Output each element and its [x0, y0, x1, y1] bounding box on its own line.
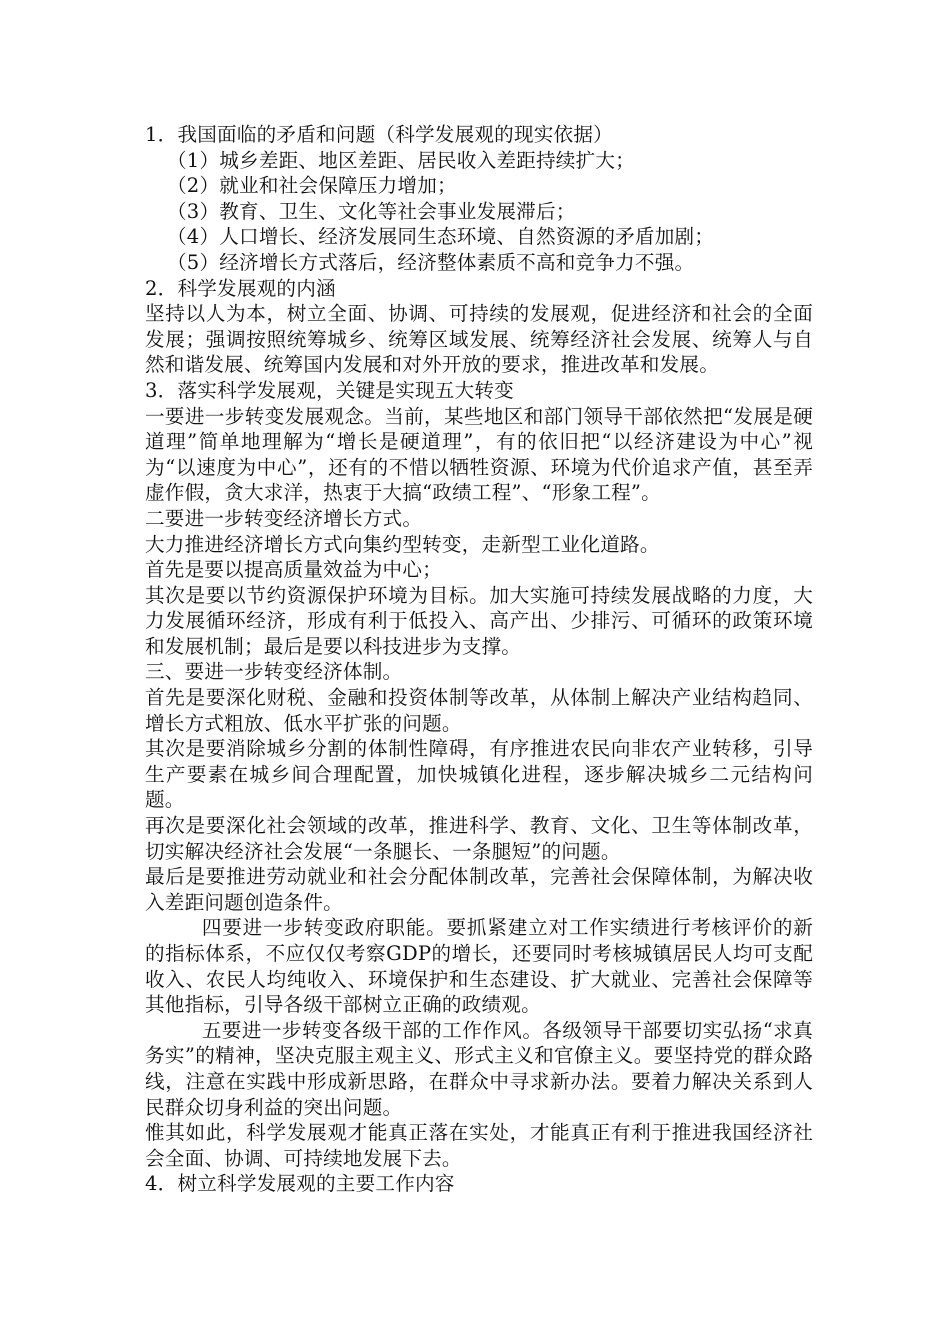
- section-3-paragraph-1: 一要进一步转变发展观念。当前，某些地区和部门领导干部依然把“发展是硬道理”简单地理解为“增长是硬道理”，有的依旧把“以经济建设为中心”视为“以速度为中心”，还有的不惜以牺牲资源、环境为代价追求产值，甚至弄虚作假，贪大求洋，热衷于大搞“政绩工程”、“形象工程”。: [145, 404, 813, 505]
- section-3-paragraph-7: 首先是要深化财税、金融和投资体制等改革，从体制上解决产业结构趋同、增长方式粗放、低水平扩张的问题。: [145, 686, 813, 735]
- section-3-paragraph-10: 最后是要推进劳动就业和社会分配体制改革，完善社会保障体制，为解决收入差距问题创造条件。: [145, 865, 813, 914]
- section-1-item-5: （5）经济增长方式落后，经济整体素质不高和竞争力不强。: [167, 250, 695, 274]
- section-1-item-3: （3）教育、卫生、文化等社会事业发展滞后；: [167, 199, 576, 223]
- section-3-paragraph-8: 其次是要消除城乡分割的体制性障碍，有序推进农民向非农产业转移，引导生产要素在城乡间合理配置，加快城镇化进程，逐步解决城乡二元结构问题。: [145, 737, 813, 812]
- section-1-item-4: （4）人口增长、经济发展同生态环境、自然资源的矛盾加剧；: [167, 225, 715, 249]
- section-3-paragraph-5: 其次是要以节约资源保护环境为目标。加大实施可持续发展战略的力度，大力发展循环经济，形成有利于低投入、高产出、少排污、可循环的政策环境和发展机制；最后是要以科技进步为支撑。: [145, 583, 813, 658]
- section-1-item-2: （2）就业和社会保障压力增加；: [167, 174, 457, 198]
- section-2-heading: 2．科学发展观的内涵: [145, 276, 336, 300]
- section-3-paragraph-4: 首先是要以提高质量效益为中心；: [145, 558, 442, 582]
- section-2-body: 坚持以人为本，树立全面、协调、可持续的发展观，促进经济和社会的全面发展；强调按照统筹城乡、统筹区域发展、统筹经济社会发展、统筹人与自然和谐发展、统筹国内发展和对外开放的要求，推进改革和发展。: [145, 302, 813, 377]
- section-3-heading: 3．落实科学发展观，关键是实现五大转变: [145, 378, 514, 402]
- document-body: [145, 122, 813, 1197]
- section-3-paragraph-11: 四要进一步转变政府职能。要抓紧建立对工作实绩进行考核评价的新的指标体系，不应仅仅考察GDP的增长，还要同时考核城镇居民人均可支配收入、农民人均纯收入、环境保护和生态建设、扩大就业、完善社会保障等其他指标，引导各级干部树立正确的政绩观。: [145, 916, 813, 1017]
- section-3-paragraph-2: 二要进一步转变经济增长方式。: [145, 506, 423, 530]
- section-1-heading: 1．我国面临的矛盾和问题（科学发展观的现实依据）: [145, 123, 613, 146]
- section-3-paragraph-3: 大力推进经济增长方式向集约型转变，走新型工业化道路。: [145, 532, 660, 556]
- section-3-paragraph-9: 再次是要深化社会领域的改革，推进科学、教育、文化、卫生等体制改革，切实解决经济社会发展“一条腿长、一条腿短”的问题。: [145, 814, 813, 863]
- section-1-item-1: （1）城乡差距、地区差距、居民收入差距持续扩大；: [167, 148, 635, 172]
- section-4-heading: 4．树立科学发展观的主要工作内容: [145, 1172, 455, 1196]
- section-3-paragraph-12: 五要进一步转变各级干部的工作作风。各级领导干部要切实弘扬“求真务实”的精神，坚决克服主观主义、形式主义和官僚主义。要坚持党的群众路线，注意在实践中形成新思路，在群众中寻求新办法。要着力解决关系到人民群众切身利益的突出问题。: [145, 1018, 813, 1119]
- section-3-paragraph-13: 惟其如此，科学发展观才能真正落在实处，才能真正有利于推进我国经济社会全面、协调、可持续地发展下去。: [145, 1121, 813, 1170]
- section-3-paragraph-6: 三、要进一步转变经济体制。: [145, 660, 403, 684]
